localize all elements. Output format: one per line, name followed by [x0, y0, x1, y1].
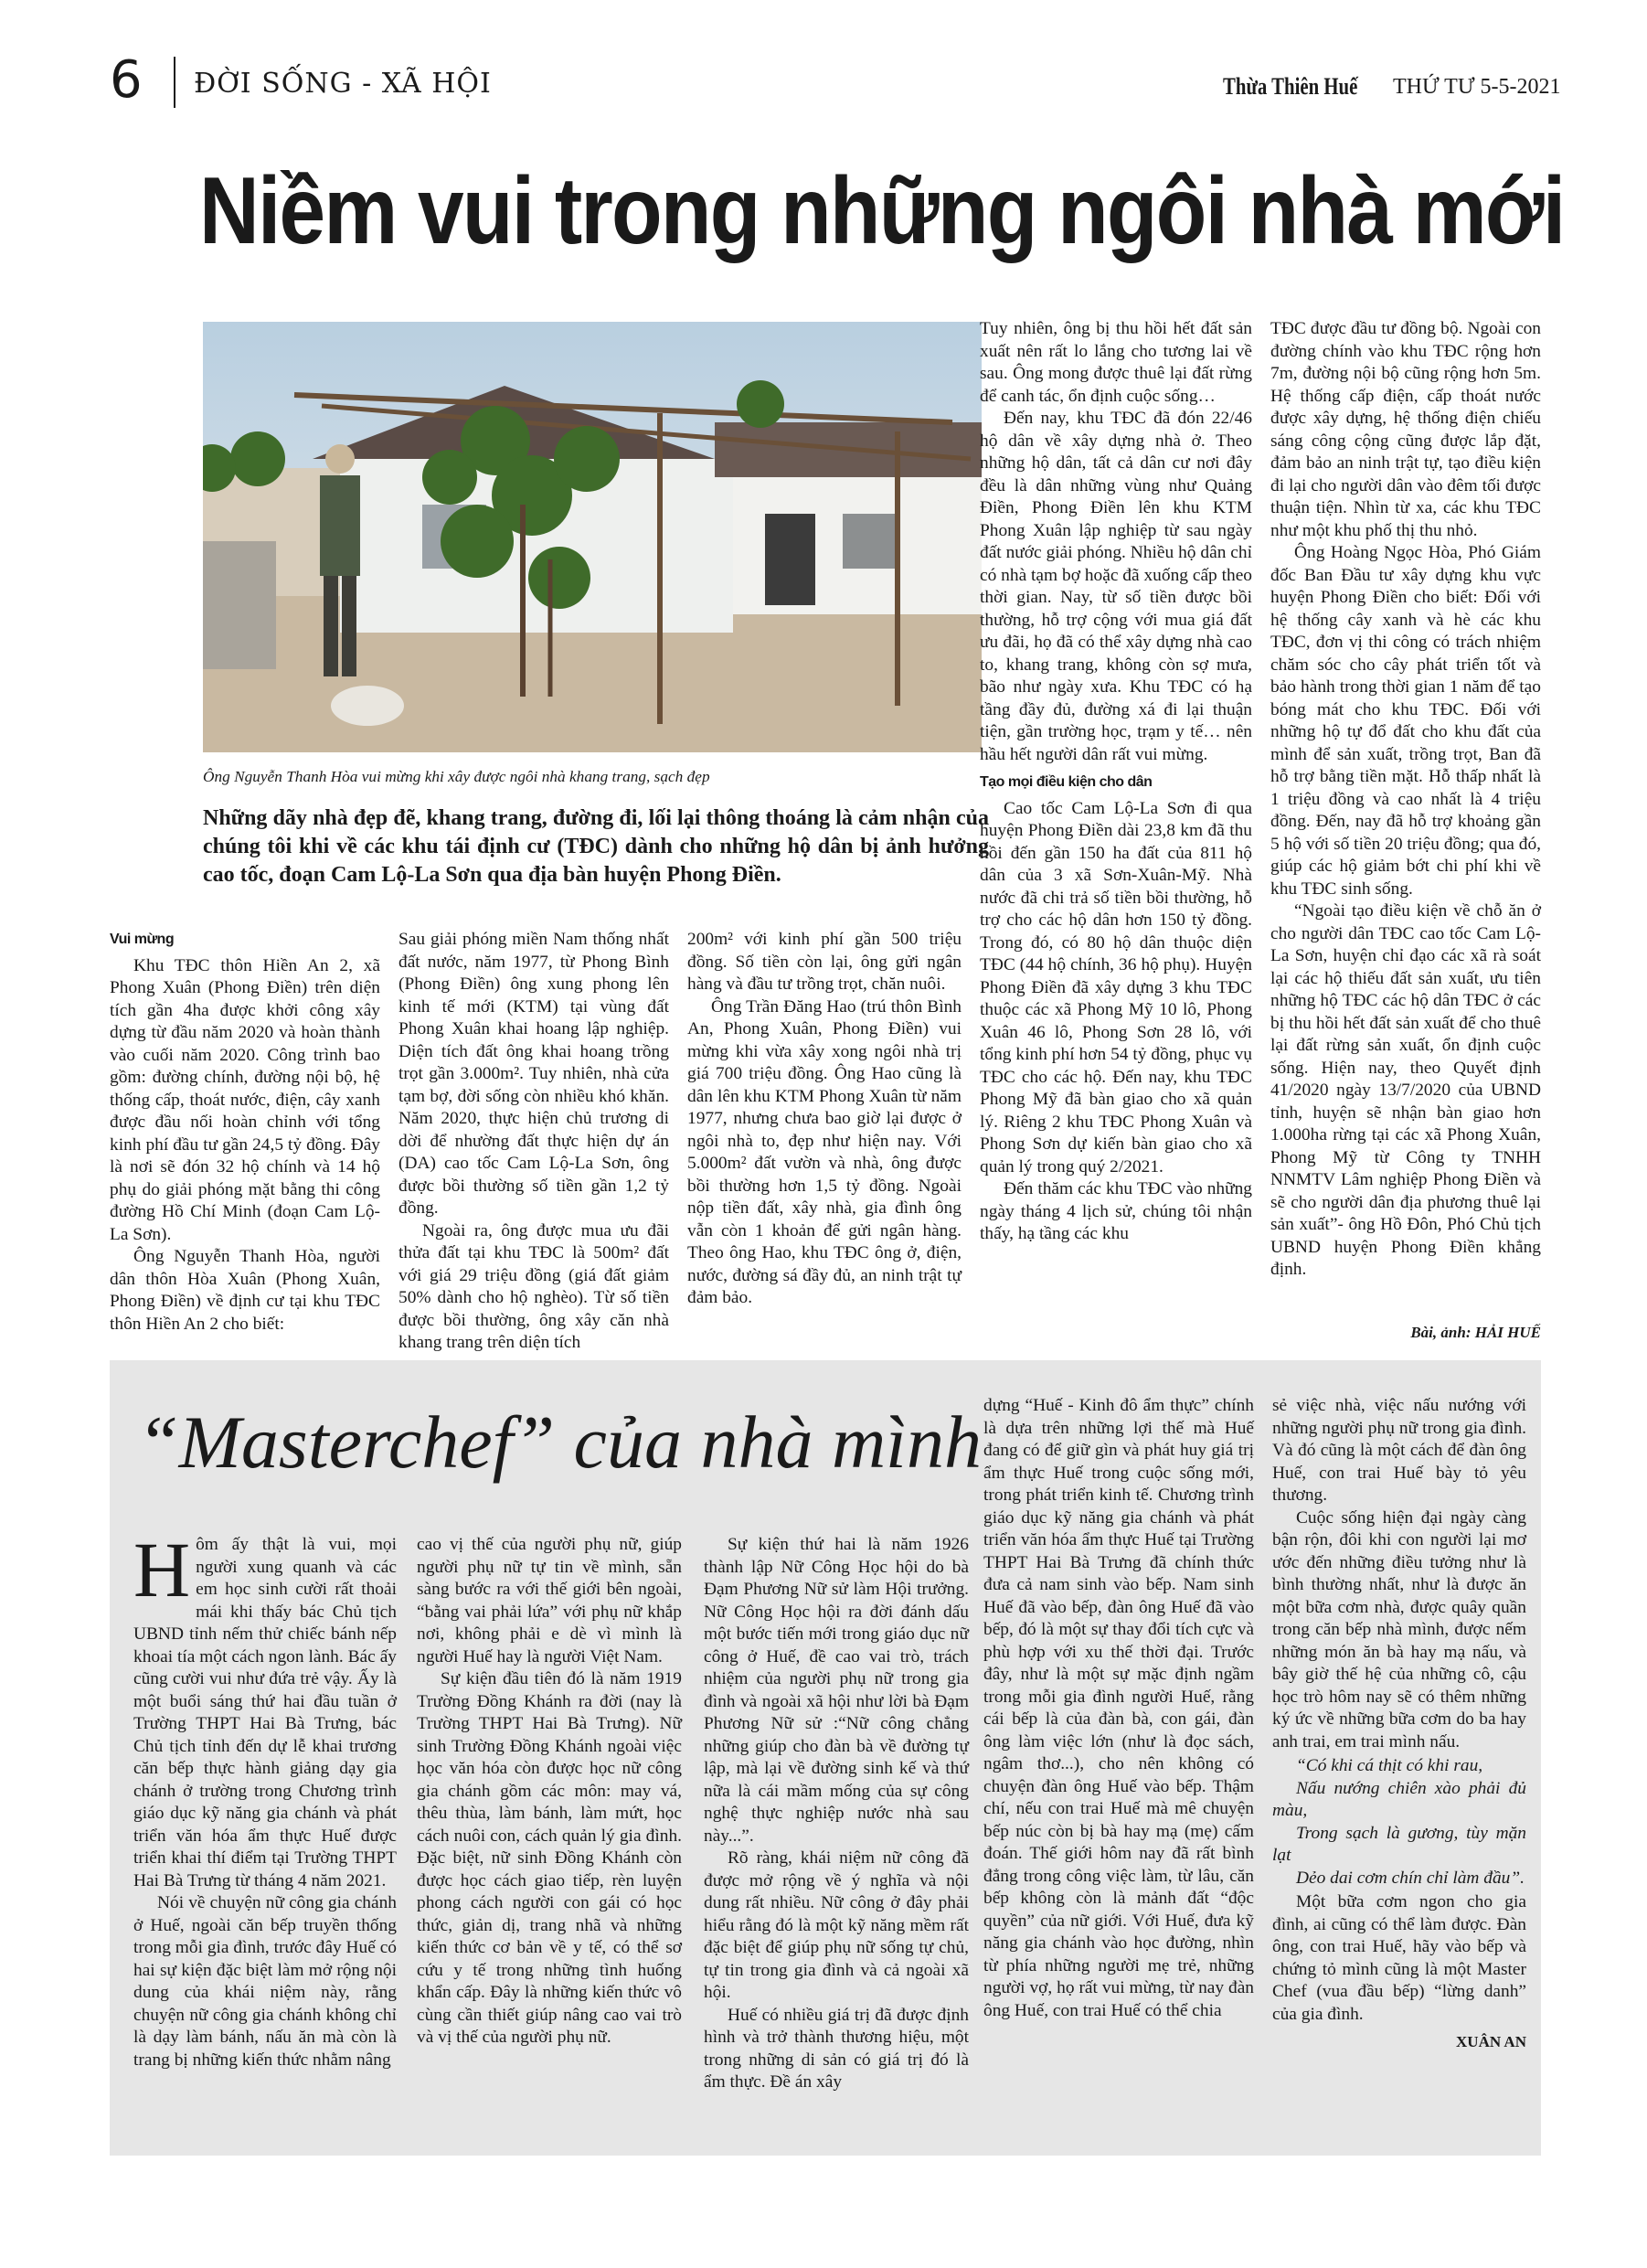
- paragraph: Sau giải phóng miền Nam thống nhất đất nước, năm 1977, từ Phong Bình (Phong Điền) ông xung phong lên kinh tế mới (KTM) tại vùng đất Phong Xuân khai hoang lập nghiệp. Diện tích đất ông khai hoang trồng trọt gần 3.000m². Tuy nhiên, nhà cửa tạm bợ, đời sống còn nhiều khó khăn. Năm 2020, thực hiện chủ trương di dời để nhường đất thực hiện dự án (DA) cao tốc Cam Lộ-La Sơn, ông được bồi thường số tiền gần 1,2 tỷ đồng.: [398, 930, 669, 1218]
- article1-column-5: [1270, 318, 1541, 1282]
- article1-column-1: [110, 929, 380, 1336]
- paragraph: ôm ấy thật là vui, mọi người xung quanh và các em học sinh cười rất thoải mái khi thấy bác Chủ tịch UBND tỉnh nếm thử chiếc bánh nếp khoai tía một cách ngon lành. Bác ấy cũng cười vui như đứa trẻ vậy. Ấy là một buổi sáng thứ hai đầu tuần ở Trường THPT Hai Bà Trưng, bác Chủ tịch tỉnh đến dự lễ khai trương căn bếp thực hành giảng dạy gia chánh ở trường trong Chương trình giáo dục kỹ năng gia chánh và phát triển văn hóa ẩm thực Huế được triển khai thí điểm tại Trường THPT Hai Bà Trưng từ tháng 4 năm 2021.: [133, 1535, 397, 1890]
- paragraph: “Ngoài tạo điều kiện về chỗ ăn ở cho người dân TĐC cao tốc Cam Lộ-La Sơn, huyện chỉ đạo các xã rà soát lại các hộ thiếu đất sản xuất, ưu tiên những hộ TĐC các hộ dân TĐC ở các bị thu hồi hết đất sản xuất để cho thuê lại đất rừng sản xuất, ổn định cuộc sống. Hiện nay, theo Quyết định 41/2020 ngày 13/7/2020 của UBND tỉnh, huyện sẽ nhận bàn giao hơn 1.000ha rừng tại các xã Phong Xuân, Phong Mỹ từ Công ty TNHH NNMTV Lâm nghiệp Phong Điền và sẽ cho người dân địa phương thuê lại sản xuất”- ông Hồ Đôn, Phó Chủ tịch UBND huyện Phong Điền khẳng định.: [1270, 901, 1541, 1279]
- article1-lead: Những dãy nhà đẹp đẽ, khang trang, đường đi, lối lại thông thoáng là cảm nhận của chúng tôi khi về các khu tái định cư (TĐC) dành cho những hộ dân bị ảnh hưởng cao tốc, đoạn Cam Lộ-La Sơn qua địa bàn huyện Phong Điền.: [203, 806, 989, 887]
- paragraph: Huế có nhiều giá trị đã được định hình và trở thành thương hiệu, một trong những di sản có giá trị đó là ẩm thực. Đề án xây: [704, 2005, 969, 2092]
- article1-column-2: [398, 929, 669, 1355]
- paragraph: sẻ việc nhà, việc nấu nướng với những người phụ nữ trong gia đình. Và đó cũng là một cách để đàn ông Huế, con trai Huế bày tỏ yêu thương.: [1272, 1396, 1526, 1505]
- poem-line: Dẻo dai cơm chín chỉ làm đầu”.: [1296, 1868, 1525, 1888]
- publication-name: Thừa Thiên Huế: [1223, 73, 1358, 100]
- paragraph: Rõ ràng, khái niệm nữ công đã được mở rộng về ý nghĩa và nội dung rất nhiều. Nữ công ở đây phải hiểu rằng đó là một kỹ năng mềm rất đặc biệt để giúp phụ nữ sống tự chủ, tự tin trong gia đình và cả ngoài xã hội.: [704, 1848, 969, 2002]
- paragraph: Ông Hoàng Ngọc Hòa, Phó Giám đốc Ban Đầu tư xây dựng khu vực huyện Phong Điền cho biết: Đối với hệ thống cây xanh và hè các khu TĐC, đơn vị thi công có trách nhiệm chăm sóc cho cây phát triển tốt và bảo hành trong thời gian 1 năm để tạo bóng mát cho khu TĐC. Đối với những hộ tự đổ đất cho khu đất của mình để sản xuất, trồng trọt, Ban đã hỗ trợ bằng tiền mặt. Hỗ thấp nhất là 1 triệu đồng và cao nhất là 4 triệu đồng. Đến, nay đã hỗ trợ khoảng gần 5 hộ với số tiền 20 triệu đồng; qua đó, giúp các hộ giảm bớt chi phí khi về khu TĐC sinh sống.: [1270, 543, 1541, 899]
- house-photo-illustration: [203, 322, 982, 752]
- paragraph: Sự kiện đầu tiên đó là năm 1919 Trường Đồng Khánh ra đời (nay là Trường THPT Hai Bà Trưng). Nữ sinh Trường Đồng Khánh ngoài việc học văn hóa còn được học nữ công gia chánh gồm các môn: may vá, thêu thùa, làm bánh, làm mứt, học cách nuôi con, cách quản lý gia đình. Đặc biệt, nữ sinh Đồng Khánh còn được học cách giao tiếp, rèn luyện phong cách người con gái có học thức, giản dị, trang nhã và những kiến thức cơ bản về y tế, có thể sơ cứu y tế trong những tình huống khẩn cấp. Đây là những kiến thức vô cùng cần thiết giúp nâng cao vai trò và vị thế của người phụ nữ.: [417, 1669, 682, 2047]
- article2-column-5: [1272, 1395, 1526, 2054]
- article1-column-3: [687, 929, 962, 1310]
- article1-column-4: [980, 318, 1252, 1246]
- poem: [1272, 1755, 1526, 1890]
- poem-line: Trong sạch là gương, tùy mặn lạt: [1272, 1823, 1526, 1865]
- poem-line: “Có khi cá thịt có khi rau,: [1296, 1756, 1483, 1775]
- article2-column-4: [983, 1395, 1254, 2022]
- article1-subhead-vui-mung: Vui mừng: [110, 932, 175, 947]
- paragraph: Khu TĐC thôn Hiền An 2, xã Phong Xuân (Phong Điền) trên diện tích gần 4ha được khởi công xây dựng từ đầu năm 2020 và hoàn thành vào cuối năm 2020. Công trình bao gồm: đường chính, đường nội bộ, hệ thống cấp, thoát nước, điện, cây xanh được đầu nối hoàn chỉnh với tổng kinh phí đầu tư gần 24,5 tỷ đồng. Đây là nơi sẽ đón 32 hộ chính và 14 hộ phụ do giải phóng mặt bằng thi công đường Hồ Chí Minh (đoạn Cam Lộ-La Sơn).: [110, 955, 380, 1244]
- page-number: 6: [110, 50, 143, 110]
- article1-subhead-tao-dieu-kien: Tạo mọi điều kiện cho dân: [980, 774, 1153, 790]
- dropcap-letter: H: [133, 1526, 191, 1613]
- paragraph: Sự kiện thứ hai là năm 1926 thành lập Nữ Công Học hội do bà Đạm Phương Nữ sử làm Hội trưởng. Nữ Công Học hội ra đời đánh dấu một bước tiến mới trong giáo dục nữ công ở Huế, đề cao vai trò, trách nhiệm của người phụ nữ trong gia đình và ngoài xã hội như lời bà Đạm Phương Nữ sử :“Nữ công chẳng những giúp cho đàn bà về đường tự lập, mà lại về đường sinh kế và thứ nữa là cái mầm mống của sự công nghệ thực nghiệp nước nhà sau này...”.: [704, 1535, 969, 1846]
- issue-date: THỨ TƯ 5-5-2021: [1393, 75, 1561, 99]
- paragraph: Ông Nguyễn Thanh Hòa, người dân thôn Hòa Xuân (Phong Xuân, Phong Điền) về định cư tại khu TĐC thôn Hiền An 2 cho biết:: [110, 1247, 380, 1334]
- paragraph: Nói về chuyện nữ công gia chánh ở Huế, ngoài căn bếp truyền thống trong mỗi gia đình, trước đây Huế có hai sự kiện đặc biệt làm mở rộng nội dung của khái niệm này, rằng chuyện nữ công gia chánh không chỉ là dạy làm bánh, nấu ăn mà còn là trang bị những kiến thức nhằm nâng: [133, 1893, 397, 2070]
- header-divider: [174, 57, 175, 108]
- article1-photo-caption: Ông Nguyễn Thanh Hòa vui mừng khi xây được ngôi nhà khang trang, sạch đẹp: [203, 768, 710, 785]
- article2-column-2: [417, 1534, 682, 2050]
- poem-line: Nấu nướng chiên xào phải đủ màu,: [1272, 1778, 1526, 1820]
- article2-headline: “Masterchef” của nhà mình: [137, 1400, 982, 1484]
- article1-headline: Niềm vui trong những ngôi nhà mới: [199, 158, 1565, 264]
- article2-column-3: [704, 1534, 969, 2094]
- paragraph: TĐC được đầu tư đồng bộ. Ngoài con đường chính vào khu TĐC rộng hơn 7m, đường nội bộ cũng rộng hơn 5m. Hệ thống cấp điện, cấp thoát nước được xây dựng, hệ thống điện chiếu sáng công cộng cũng được lắp đặt, đảm bảo an ninh trật tự, tạo điều kiện đi lại cho người dân vào đêm tối được thuận tiện. Nhìn từ xa, các khu TĐC như một khu phố thị thu nhỏ.: [1270, 319, 1541, 540]
- article2-column-1: [133, 1526, 397, 2071]
- paragraph: Đến nay, khu TĐC đã đón 22/46 hộ dân về xây dựng nhà ở. Theo những hộ dân, tất cả dân cư nơi đây đều là dân những vùng như Quảng Điền, Phong Điền lên khu KTM Phong Xuân lập nghiệp từ sau ngày đất nước giải phóng. Nhiều hộ dân chỉ có nhà tạm bợ hoặc đã xuống cấp theo thời gian. Nay, từ số tiền được bồi thường, hỗ trợ cộng với mua giá đất ưu đãi, họ đã có thể xây dựng nhà cao to, khang trang, không còn sợ mưa, bão như ngày xưa. Khu TĐC có hạ tầng đầy đủ, đường xá đi lại thuận tiện, gần trường học, trạm y tế… nên hầu hết người dân rất vui mừng.: [980, 409, 1252, 764]
- paragraph: Ngoài ra, ông được mua ưu đãi thửa đất tại khu TĐC là 500m² đất với giá 29 triệu đồng (giá đất giảm 50% dành cho hộ nghèo). Từ số tiền được bồi thường, ông xây căn nhà khang trang trên diện tích: [398, 1220, 669, 1352]
- paragraph: Cuộc sống hiện đại ngày càng bận rộn, đôi khi con người lại mơ ước đến những điều tưởng như là bình thường nhất, như là được ăn một bữa cơm nhà, được quây quần trong căn bếp nhà mình, được nếm những món ăn bà hay mạ nấu, và bây giờ thế hệ của những cô, cậu học trò hôm nay sẽ có thêm những ký ức về những bữa cơm do ba hay anh trai, em trai mình nấu.: [1272, 1507, 1526, 1752]
- paragraph: cao vị thế của người phụ nữ, giúp người phụ nữ tự tin về mình, sẵn sàng bước ra với thế giới bên ngoài, “bằng vai phải lứa” với phụ nữ khắp nơi, không phải e dè vì mình là người Huế hay là người Việt Nam.: [417, 1535, 682, 1666]
- paragraph: Tuy nhiên, ông bị thu hồi hết đất sản xuất nên rất lo lắng cho tương lai về sau. Ông mong được thuê lại đất rừng để canh tác, ổn định cuộc sống…: [980, 319, 1252, 406]
- paragraph: 200m² với kinh phí gần 500 triệu đồng. Số tiền còn lại, ông gửi ngân hàng và đầu tư trồng trọt, chăn nuôi.: [687, 930, 962, 994]
- paragraph: Đến thăm các khu TĐC vào những ngày tháng 4 lịch sử, chúng tôi nhận thấy, hạ tầng các khu: [980, 1179, 1252, 1243]
- paragraph: Cao tốc Cam Lộ-La Sơn đi qua huyện Phong Điền dài 23,8 km đã thu hồi đến gần 150 ha đất của 811 hộ dân của 3 xã Sơn-Xuân-Mỹ. Nhà nước đã chi trả số tiền bồi thường, hỗ trợ cho các hộ dân hơn 150 tỷ đồng. Trong đó, có 80 hộ dân thuộc diện TĐC (44 hộ chính, 36 hộ phụ). Huyện Phong Điền đã xây dựng 3 khu TĐC thuộc các xã Phong Mỹ 10 lô, Phong Xuân 46 lô, Phong Sơn 28 lô, với tổng kinh phí hơn 54 tỷ đồng, phục vụ TĐC cho các hộ. Đến nay, khu TĐC Phong Mỹ đã bàn giao cho xã quản lý. Riêng 2 khu TĐC Phong Xuân và Phong Sơn dự kiến bàn giao cho xã quản lý trong quý 2/2021.: [980, 798, 1252, 1177]
- paragraph: Một bữa cơm ngon cho gia đình, ai cũng có thể làm được. Đàn ông, con trai Huế, hãy vào bếp và chứng tỏ mình cũng là một Master Chef (vua đầu bếp) “lừng danh” của gia đình.: [1272, 1892, 1526, 2024]
- article1-photo: [203, 322, 982, 752]
- paragraph: dựng “Huế - Kinh đô ẩm thực” chính là dựa trên những lợi thế mà Huế đang có để giữ gìn và phát huy giá trị ẩm thực Huế trong cuộc sống mới, trong phát triển kinh tế. Chương trình giáo dục kỹ năng gia chánh và phát triển văn hóa ẩm thực Huế tại Trường THPT Hai Bà Trưng đã chính thức đưa cả nam sinh vào bếp. Nam sinh Huế đã vào bếp, đàn ông Huế đã vào bếp, đó là một sự thay đổi tích cực và phù hợp với xu thế thời đại. Trước đây, như là một sự mặc định ngầm trong mỗi gia đình người Huế, rằng cái bếp là của đàn bà, con gái, đàn ông làm việc lớn (như là đọc sách, ngâm thơ...), cho nên không có chuyện đàn ông Huế vào bếp. Thậm chí, nếu con trai Huế mà mê chuyện bếp núc còn bị bà hay mạ (mẹ) cấm đoán. Thế giới hôm nay đã rất bình đẳng trong công việc làm, từ lâu, căn bếp không còn là mảnh đất “độc quyền” của nữ giới. Với Huế, đưa kỹ năng gia chánh vào học đường, nhìn từ phía những người mẹ trẻ, những người vợ, họ rất vui mừng, từ nay đàn ông Huế, con trai Huế có thể chia: [983, 1396, 1254, 2020]
- article2-byline: XUÂN AN: [1456, 2033, 1526, 2050]
- section-title: ĐỜI SỐNG - XÃ HỘI: [194, 68, 492, 100]
- article1-byline: Bài, ảnh: HẢI HUẾ: [1410, 1324, 1541, 1341]
- paragraph: Ông Trần Đăng Hao (trú thôn Bình An, Phong Xuân, Phong Điền) vui mừng khi vừa xây xong ngôi nhà trị giá 700 triệu đồng. Ông Hao cũng là dân lên khu KTM Phong Xuân từ năm 1977, nhưng chưa bao giờ lại được ở ngôi nhà to, đẹp như hiện nay. Với 5.000m² đất vườn và nhà, ông được bồi thường hơn 1,5 tỷ đồng. Ngoài nộp tiền đất, xây nhà, gia đình ông vẫn còn 1 khoản để gửi ngân hàng. Theo ông Hao, khu TĐC ông ở, điện, nước, đường sá đầy đủ, an ninh trật tự đảm bảo.: [687, 996, 962, 1307]
